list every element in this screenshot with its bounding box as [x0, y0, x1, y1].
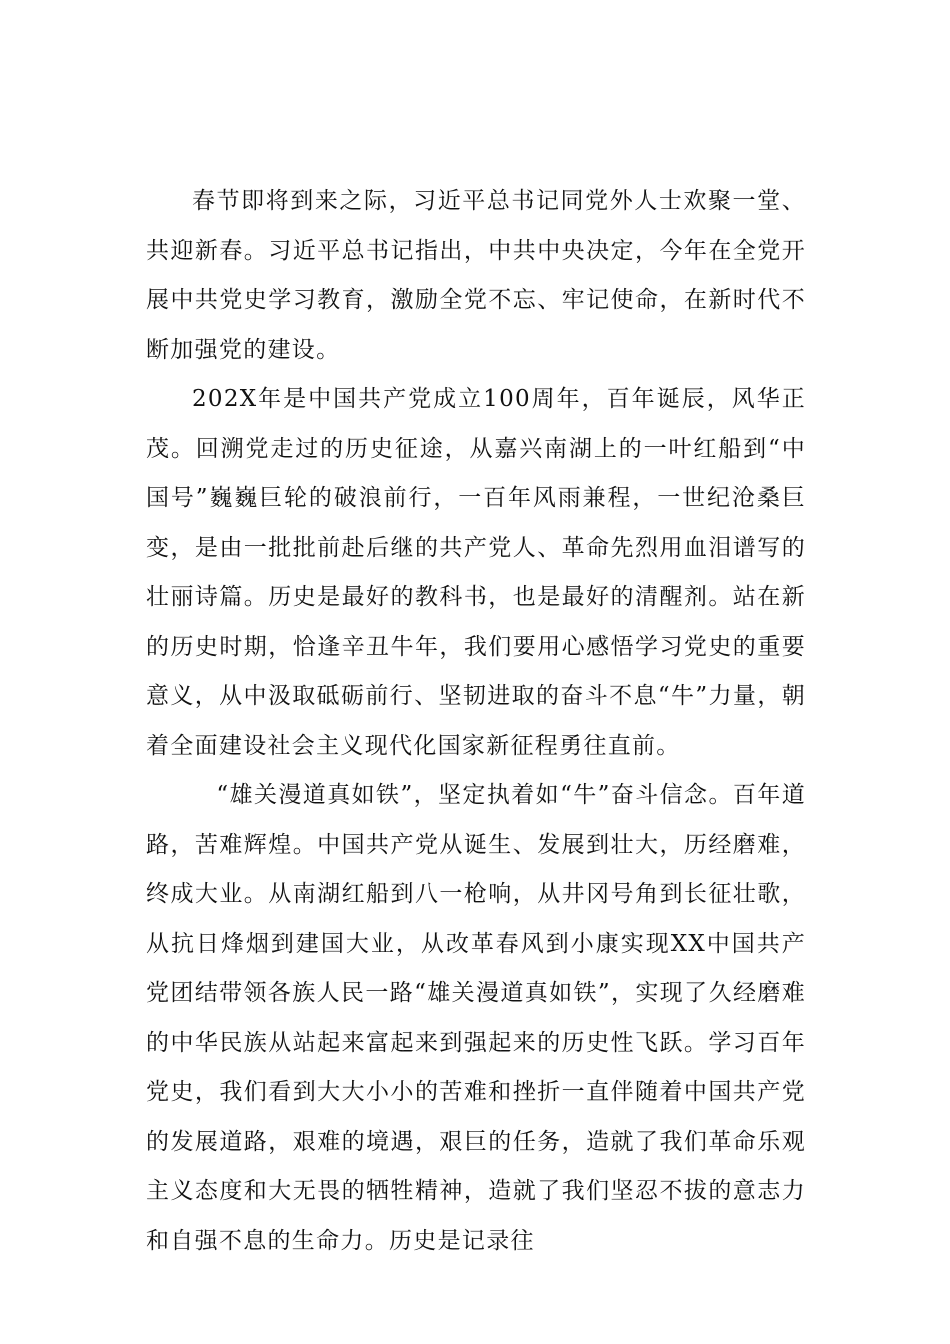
paragraph-1: 春节即将到来之际，习近平总书记同党外人士欢聚一堂、共迎新春。习近平总书记指出，中共中央决定，今年在全党开展中共党史学习教育，激励全党不忘、牢记使命，在新时代不断加强党的建设。	[146, 188, 806, 363]
paragraph-3: “雄关漫道真如铁”，坚定执着如“牛”奋斗信念。百年道路，苦难辉煌。中国共产党从诞生、发展到壮大，历经磨难，终成大业。从南湖红船到八一枪响，从井冈号角到长征壮歌，从抗日烽烟到建国大业，从改革春风到小康实现XX中国共产党团结带领各族人民一路“雄关漫道真如铁”，实现了久经磨难的中华民族从站起来富起来到强起来的历史性飞跃。学习百年党史，我们看到大大小小的苦难和挫折一直伴随着中国共产党的发展道路，艰难的境遇，艰巨的任务，造就了我们革命乐观主义态度和大无畏的牺牲精神，造就了我们坚忍不拔的意志力和自强不息的生命力。历史是记录往	[146, 782, 806, 1254]
document-body	[146, 177, 806, 1266]
paragraph-2: 202X年是中国共产党成立100周年，百年诞辰，风华正茂。回溯党走过的历史征途，从嘉兴南湖上的一叶红船到“中国号”巍巍巨轮的破浪前行，一百年风雨兼程，一世纪沧桑巨变，是由一批批前赴后继的共产党人、革命先烈用血泪谱写的壮丽诗篇。历史是最好的教科书，也是最好的清醒剂。站在新的历史时期，恰逢辛丑牛年，我们要用心感悟学习党史的重要意义，从中汲取砥砺前行、坚韧进取的奋斗不息“牛”力量，朝着全面建设社会主义现代化国家新征程勇往直前。	[146, 386, 806, 759]
